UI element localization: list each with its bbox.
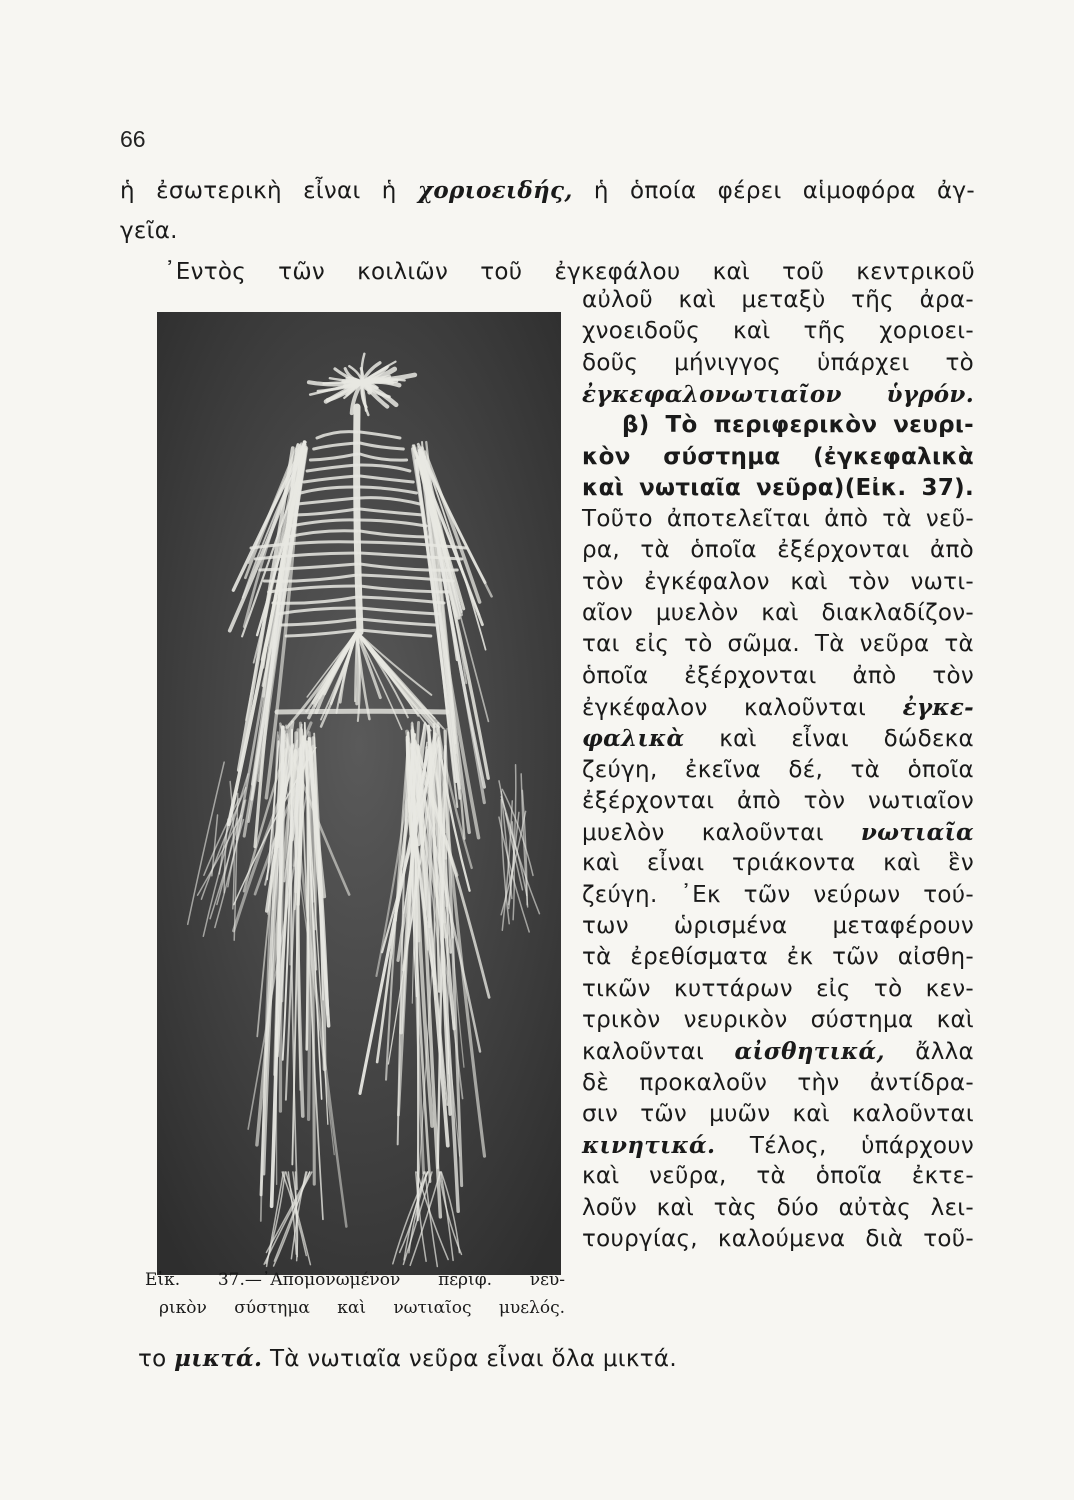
column-line — [582, 1100, 974, 1129]
column-line — [582, 286, 974, 315]
text-run: κὸν σύστημα (ἐγκεφαλικὰ — [582, 443, 974, 470]
text-run: το — [138, 1346, 175, 1372]
column-line — [582, 849, 974, 878]
text-run: ἡ ἐσωτερικὴ εἶναι ἡ — [120, 178, 418, 204]
text-run: (Εἰκ. 37). — [844, 474, 974, 501]
paragraph-line — [120, 217, 975, 246]
paragraph-line — [120, 176, 975, 206]
text-run: λοῦν καὶ τὰς δύο αὐτὰς λει- — [582, 1194, 974, 1221]
text-run: ὁποῖα ἐξέρχονται ἀπὸ τὸν — [582, 662, 974, 689]
text-run: χνοειδοῦς καὶ τῆς χοριοει- — [582, 318, 974, 345]
column-line — [582, 411, 974, 440]
figure-caption-line-1: Εἰκ. 37.—᾽Απομονωμένον περιφ. νευ- — [145, 1270, 565, 1290]
column-line — [582, 505, 974, 534]
column-line — [582, 818, 974, 848]
column-line — [582, 881, 974, 910]
column-line — [582, 443, 974, 472]
column-line — [582, 536, 974, 565]
text-run: καὶ εἶναι δώδεκα — [684, 726, 974, 753]
column-line — [582, 599, 974, 628]
text-run: β) Τὸ περιφερικὸν νευρι- — [622, 412, 974, 439]
text-run: καὶ εἶναι τριάκοντα καὶ ἓν — [582, 850, 974, 877]
text-run: καλοῦνται — [582, 1039, 735, 1066]
figure-caption-line-2: ρικὸν σύστημα καὶ νωτιαῖος μυελός. — [159, 1298, 565, 1318]
text-run: σιν τῶν μυῶν καὶ καλοῦνται — [582, 1100, 974, 1127]
text-run: αὐλοῦ καὶ μεταξὺ τῆς ἀρα- — [582, 287, 974, 313]
text-run: των ὡρισμένα μεταφέρουν — [582, 913, 974, 939]
emphasized-term: χοριοειδής, — [417, 177, 573, 204]
emphasized-term: ἐγκεφαλονωτιαῖον ὑγρόν. — [582, 380, 974, 408]
column-line — [582, 975, 974, 1004]
text-run: τουργίας, καλούμενα διὰ τοῦ- — [582, 1226, 974, 1252]
paragraph-last-line — [138, 1344, 993, 1374]
text-run: ται εἰς τὸ σῶμα. Τὰ νεῦρα τὰ — [582, 631, 974, 658]
column-line — [582, 474, 974, 503]
text-run: ἐξέρχονται ἀπὸ τὸν νωτιαῖον — [582, 787, 974, 814]
emphasized-term: μικτά. — [174, 1345, 263, 1372]
text-run: καὶ νεῦρα, τὰ ὁποῖα ἐκτε- — [582, 1163, 974, 1190]
column-line — [582, 787, 974, 816]
text-run: ἡ ὁποία φέρει αἱμοφόρα ἀγ- — [572, 178, 975, 204]
text-run: Τοῦτο ἀποτελεῖται ἀπὸ τὰ νεῦ- — [582, 506, 974, 533]
column-line — [582, 662, 974, 691]
nervous-system-illustration — [157, 312, 561, 1275]
column-line — [582, 943, 974, 972]
text-run: γεῖα. — [120, 218, 178, 244]
emphasized-term: νωτιαῖα — [860, 819, 974, 847]
column-line — [582, 568, 974, 597]
column-line — [582, 380, 974, 410]
emphasized-term: αἰσθητικά, — [734, 1038, 885, 1066]
emphasized-term: φαλικὰ — [582, 725, 685, 753]
column-line — [582, 1131, 974, 1161]
figure-nervous-system — [157, 312, 561, 1275]
text-run: αῖον μυελὸν καὶ διακλαδίζον- — [582, 600, 974, 626]
text-run: μυελὸν καλοῦνται — [582, 820, 861, 847]
text-run: ἐγκέφαλον καλοῦνται — [582, 694, 903, 721]
column-line — [582, 724, 974, 754]
column-line — [582, 756, 974, 785]
column-line — [582, 1037, 974, 1067]
column-line — [582, 1069, 974, 1098]
column-line — [582, 349, 974, 378]
text-run: Τὰ νωτιαῖα νεῦρα εἶναι ὅλα μικτά. — [262, 1346, 677, 1372]
column-line — [582, 317, 974, 346]
text-run: ζεύγη. ᾽Εκ τῶν νεύρων τού- — [582, 881, 974, 908]
column-line — [582, 630, 974, 659]
column-line — [582, 693, 974, 723]
column-line — [582, 1006, 974, 1035]
emphasized-term: ἐγκε- — [902, 693, 974, 721]
text-run: δὲ προκαλοῦν τὴν ἀντίδρα- — [582, 1069, 974, 1096]
column-line — [582, 1225, 974, 1254]
column-line — [582, 912, 974, 941]
text-run: τὸν ἐγκέφαλον καὶ τὸν νωτι- — [582, 568, 974, 595]
page-number: 66 — [120, 126, 146, 152]
text-run: Τέλος, ὑπάρχουν — [715, 1133, 974, 1160]
text-run: ρα, τὰ ὁποῖα ἐξέρχονται ἀπὸ — [582, 537, 974, 564]
text-run: ζεύγη, ἐκεῖνα δέ, τὰ ὁποῖα — [582, 756, 974, 783]
text-run: τρικὸν νευρικὸν σύστημα καὶ — [582, 1006, 974, 1033]
emphasized-term: κινητικά. — [582, 1132, 716, 1160]
text-run: καὶ νωτιαῖα νεῦρα) — [582, 474, 845, 501]
text-run: ἄλλα — [884, 1039, 974, 1066]
text-run: τικῶν κυττάρων εἰς τὸ κεν- — [582, 975, 974, 1002]
paragraph-line — [120, 258, 975, 287]
text-run: ᾽Εντὸς τῶν κοιλιῶν τοῦ ἐγκεφάλου καὶ τοῦ κεντρικοῦ — [164, 259, 975, 285]
text-run: τὰ ἐρεθίσματα ἐκ τῶν αἰσθη- — [582, 944, 974, 971]
text-run: δοῦς μήνιγγος ὑπάρχει τὸ — [582, 349, 974, 376]
column-line — [582, 1162, 974, 1191]
column-line — [582, 1194, 974, 1223]
